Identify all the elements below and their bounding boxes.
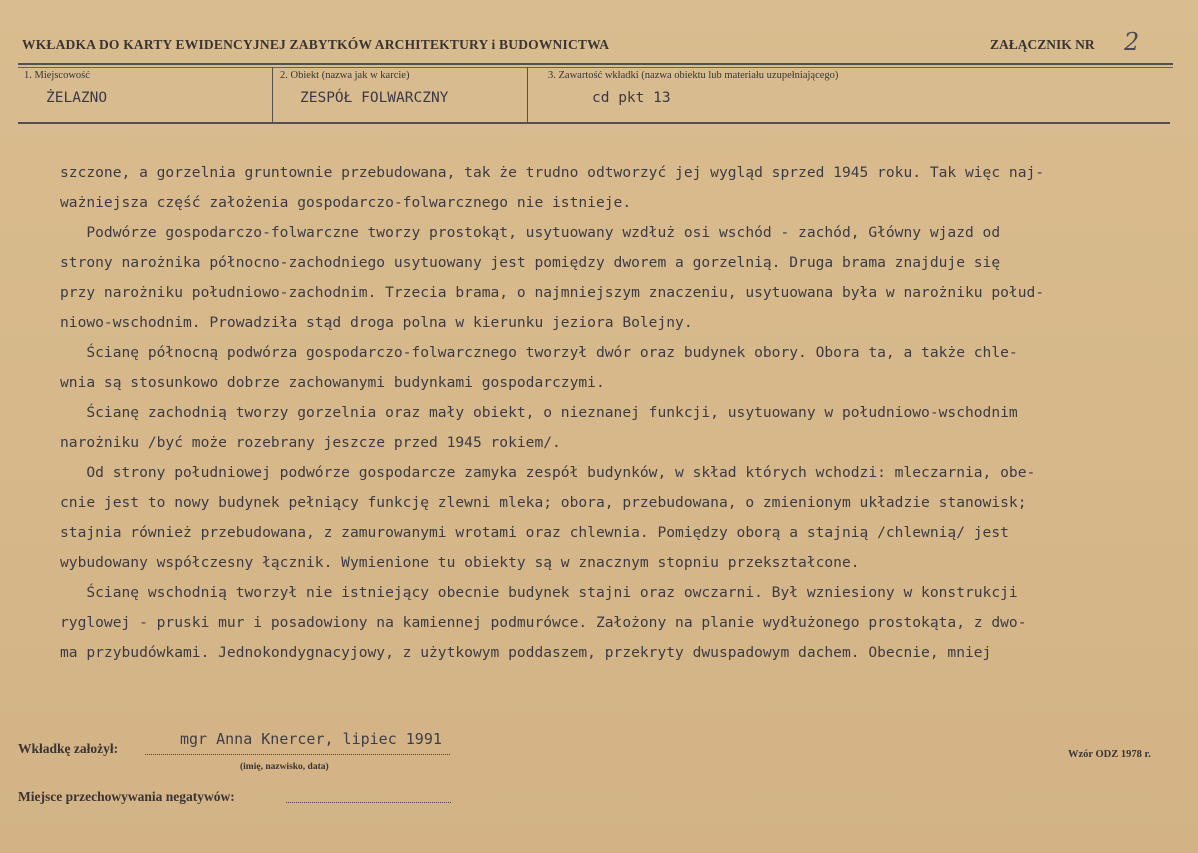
header-rule: [18, 63, 1173, 65]
founder-value: mgr Anna Knercer, lipiec 1991: [180, 730, 442, 748]
field-divider: [272, 67, 273, 122]
form-code: Wzór ODZ 1978 r.: [1068, 749, 1151, 760]
founder-caption: (imię, nazwisko, data): [240, 762, 329, 772]
content-label: 3. Zawartość wkładki (nazwa obiektu lub materiału uzupełniającego): [548, 70, 839, 81]
text-line: ryglowej - pruski mur i posadowiony na kamiennej podmurówce. Założony na planie wydłużonego prostokąta, z dwo-: [60, 614, 1027, 631]
text-line: cnie jest to nowy budynek pełniący funkcję zlewni mleka; obora, przebudowana, o zmienionym układzie stanowisk;: [60, 494, 1027, 511]
locality-label: 1. Miejscowość: [24, 70, 90, 81]
text-line: niowo-wschodnim. Prowadziła stąd droga polna w kierunku jeziora Bolejny.: [60, 314, 693, 331]
header-rule-thin: [18, 67, 1173, 68]
card-title: WKŁADKA DO KARTY EWIDENCYJNEJ ZABYTKÓW ARCHITEKTURY i BUDOWNICTWA: [22, 37, 610, 52]
negatives-label: Miejsce przechowywania negatywów:: [18, 789, 235, 804]
text-line: Ścianę zachodnią tworzy gorzelnia oraz mały obiekt, o nieznanej funkcji, usytuowany w południowo-wschodnim: [60, 404, 1018, 421]
content-value: cd pkt 13: [592, 90, 671, 106]
text-line: Ścianę północną podwórza gospodarczo-folwarcznego tworzył dwór oraz budynek obory. Obora ta, a także chle-: [60, 344, 1018, 361]
typed-description: [60, 158, 1190, 668]
founder-line: [145, 754, 450, 755]
annex-label: ZAŁĄCZNIK NR: [990, 37, 1095, 52]
text-line: Podwórze gospodarczo-folwarczne tworzy prostokąt, usytuowany wzdłuż osi wschód - zachód, Główny wjazd od: [60, 224, 1001, 241]
locality-value: ŻELAZNO: [46, 90, 108, 106]
object-label: 2. Obiekt (nazwa jak w karcie): [280, 70, 410, 81]
annex-number: 2: [1124, 28, 1140, 56]
text-line: Ścianę wschodnią tworzył nie istniejący obecnie budynek stajni oraz owczarni. Był wzniesiony w konstrukcji: [60, 584, 1018, 601]
text-line: strony narożnika północno-zachodniego usytuowany jest pomiędzy dworem a gorzelnią. Druga brama znajduje się: [60, 254, 1001, 271]
text-line: Od strony południowej podwórze gospodarcze zamyka zespół budynków, w skład których wchodzi: mleczarnia, obe-: [60, 464, 1036, 481]
text-line: wybudowany współczesny łącznik. Wymienione tu obiekty są w znacznym stopniu przekształcone.: [60, 554, 860, 571]
fields-bottom-rule: [18, 122, 1170, 124]
text-line: wnia są stosunkowo dobrze zachowanymi budynkami gospodarczymi.: [60, 374, 605, 391]
text-line: ważniejsza część założenia gospodarczo-folwarcznego nie istnieje.: [60, 194, 632, 211]
object-value: ZESPÓŁ FOLWARCZNY: [300, 90, 449, 106]
text-line: przy narożniku południowo-zachodnim. Trzecia brama, o najmniejszym znaczeniu, usytuowana była w narożniku połud-: [60, 284, 1045, 301]
text-line: szczone, a gorzelnia gruntownie przebudowana, tak że trudno odtworzyć jej wygląd sprzed 1945 roku. Tak więc naj-: [60, 164, 1045, 181]
text-line: narożniku /być może rozebrany jeszcze przed 1945 rokiem/.: [60, 434, 561, 451]
text-line: ma przybudówkami. Jednokondygnacyjowy, z użytkowym poddaszem, przekryty dwuspadowym dachem. Obecnie, mniej: [60, 644, 992, 661]
negatives-line: [286, 802, 451, 803]
founder-label: Wkładkę założył:: [18, 741, 119, 756]
field-divider: [527, 67, 528, 122]
text-line: stajnia również przebudowana, z zamurowanymi wrotami oraz chlewnia. Pomiędzy oborą a stajnią /chlewnią/ jest: [60, 524, 1009, 541]
